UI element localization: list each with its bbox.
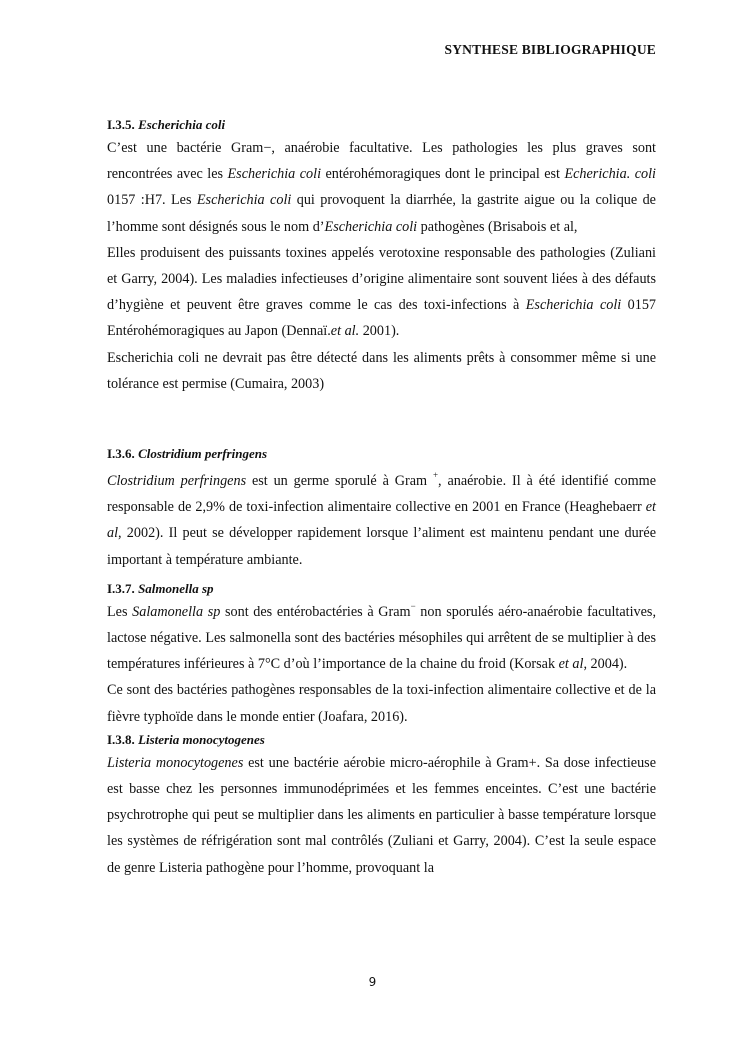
section-listeria	[107, 730, 656, 881]
paragraph: Clostridium perfringens est un germe sporulé à Gram +, anaérobie. Il à été identifié comme responsable de 2,9% de toxi-infection alimentaire collective en 2001 en France (Heaghebaerr et al, 2002). Il peut se développer rapidement lorsque l’aliment est maintenu pendant une durée important à température ambiante.	[107, 470, 657, 568]
paragraph: Elles produisent des puissants toxines appelés verotoxine responsable des pathologies (Zuliani et Garry, 2004). Les maladies infectieuses d’origine alimentaire sont souvent liées à des défauts d’hygiène et peuvent être graves comme le cas des toxi-infections à Escherichia coli 0157 Entérohémoragiques au Japon (Dennaï.et al. 2001).	[107, 244, 657, 340]
page-number: 9	[368, 975, 377, 989]
section-heading	[107, 579, 656, 599]
section-escherichia-coli	[107, 115, 656, 397]
section-salmonella	[107, 579, 656, 730]
section-title: Clostridium perfringens	[138, 446, 268, 462]
paragraph: Les Salamonella sp sont des entérobactéries à Gram− non sporulés aéro-anaérobie facultatives, lactose négative. Les salmonella sont des bactéries mésophiles qui arrêtent de se multiplier à des températures inférieures à 7°C d’où l’importance de la chaine du froid (Korsak et al, 2004).	[107, 600, 657, 673]
section-heading	[107, 115, 656, 135]
paragraph: Listeria monocytogenes est une bactérie aérobie micro-aérophile à Gram+. Sa dose infectieuse est basse chez les personnes immunodéprimées et les femmes enceintes. C’est une bactérie psychrotrophe qui peut se multiplier dans les aliments en particulier à basse température lorsque les systèmes de réfrigération sont mal contrôlés (Zuliani et Garry, 2004). C’est la seule espace de genre Listeria pathogène pour l’homme, provoquant la	[107, 754, 656, 876]
section-clostridium-perfringens	[107, 444, 656, 573]
paragraph: Ce sont des bactéries pathogènes responsables de la toxi-infection alimentaire collective et de la fièvre typhoïde dans le monde entier (Joafara, 2016).	[107, 682, 656, 725]
document-body	[107, 115, 656, 881]
section-title: Listeria monocytogenes	[138, 731, 265, 747]
section-title: Salmonella sp	[138, 580, 214, 596]
section-number: I.3.8.	[107, 731, 135, 747]
paragraph: Escherichia coli ne devrait pas être détecté dans les aliments prêts à consommer même si une tolérance est permise (Cumaira, 2003)	[107, 349, 656, 392]
section-number: I.3.7.	[107, 580, 135, 596]
section-heading	[107, 444, 656, 464]
paragraph: C’est une bactérie Gram−, anaérobie facultative. Les pathologies les plus graves sont rencontrées avec les Escherichia coli entérohémoragiques dont le principal est Echerichia. coli 0157 :H7. Les Escherichia coli qui provoquent la diarrhée, la gastrite aigue ou la colique de l’homme sont désignés sous le nom d’Escherichia coli pathogènes (Brisabois et al,	[107, 140, 656, 235]
page-header-title: SYNTHESE BIBLIOGRAPHIQUE	[444, 42, 656, 57]
section-number: I.3.5.	[107, 117, 135, 132]
section-title: Escherichia coli	[138, 117, 226, 132]
section-number: I.3.6.	[107, 446, 135, 462]
section-heading	[107, 730, 656, 750]
